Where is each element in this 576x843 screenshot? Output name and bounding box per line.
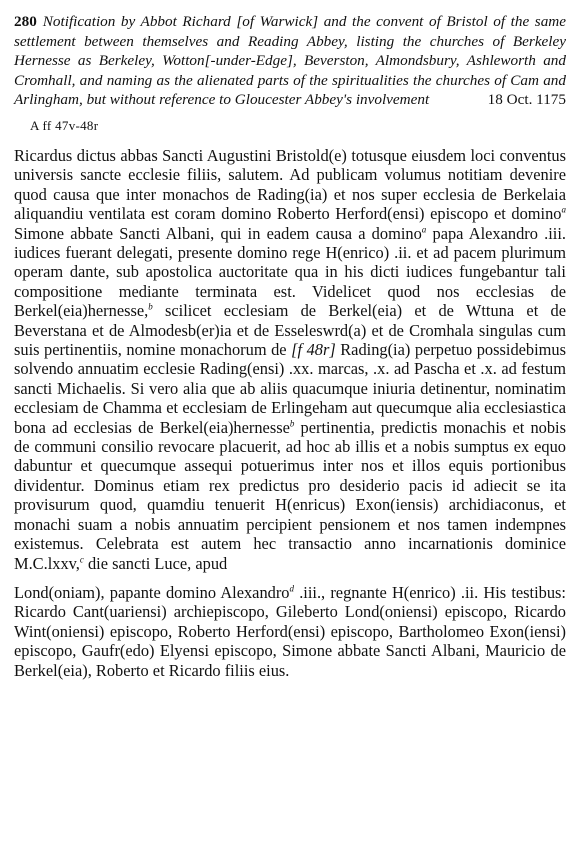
footnote-marker: a — [561, 204, 566, 215]
charter-text — [14, 146, 566, 680]
charter-paragraph-2: Lond(oniam), papante domino Alexandro$^d$ .iii., regnante H(enrico) .ii. His testibus: Ricardo Cant(uariensi) archiepiscopo, Gileberto Lond(oniensi) episcopo, Ricardo Wint(oniensi) episcopo, Roberto Herford(ensi) episcopo, Bartholomeo Exon(iensi) episcopo, Gaufr(edo) Elyensi episcopo, Simone abbate Sancti Albani, Mauricio de Berkel(eia), Roberto et Ricardo filiis eius. — [14, 582, 566, 680]
footnote-marker: a — [421, 224, 427, 235]
footnote-marker: b — [289, 418, 295, 429]
entry-heading — [14, 12, 566, 110]
document-page — [14, 12, 566, 680]
footnote-marker: c — [79, 554, 84, 565]
page-gap — [14, 573, 566, 583]
manuscript-reference: A ff 47v-48r — [30, 117, 99, 133]
charter-paragraph-1: Ricardus dictus abbas Sancti Augustini Bristold(e) totusque eiusdem loci conventus universis sancte ecclesie filiis, salutem. Ad publicam volumus notitiam devenire quod causa que inter monachos de Rading(ia) et nos super ecclesia de Berkelaia aliquandiu ventilata est coram domino Roberto Herford(ensi) episcopo et domino$^a$ Simone abbate Sancti Albani, qui in eadem causa a domino$^a$ papa Alexandro .iii. iudices fuerant delegati, presente domino rege H(enrico) .ii. et ad pacem plurimum operam dante, sub apostolica auctoritate qua in his dicti iudices fungebantur tali compositione mediante terminata est. Videlicet quod nos ecclesias de Berkel(eia)hernesse,$^b$ scilicet ecclesiam de Berkel(eia) et de Wttuna et de Beverstana et de Almodesb(er)ia et de Esseleswrd(a) et de Cromhala singulas cum suis pertinentiis, nomine monachorum de [f 48r] Rading(ia) perpetuo possidebimus solvendo annuatim ecclesie Rading(ensi) .xx. marcas, .x. ad Pascha et .x. ad festum sancti Michaelis. Si vero alia que ab aliis quacumque iniuria detinentur, nominatim ecclesiam de Chamma et ecclesiam de Erlingeham aut quecumque alia ecclesiastica bona ad ecclesias de Berkel(eia)hernesse$^b$ pertinentia, predictis monachis et nobis de communi consilio revocare placuerit, ad hoc ab illis et a nobis sumptus ex equo dabuntur et quecumque assequi potuerimus inter nos et illos equis portionibus dividentur. Dominus etiam rex predictus pro desiderio pacis id adiecit se ita provisurum quod, quamdiu tenuerit H(enricus) Exon(iensis) archidiaconus, et monachi suam a nobis annuatim percipient pensionem et nos tamen indempnes existemus. Celebrata est autem hec transactio anno incarnationis dominice M.C.lxxv,$^c$ die sancti Luce, apud — [14, 145, 566, 573]
folio-marker: [f 48r] — [291, 340, 336, 360]
entry-number: 280 — [14, 13, 37, 30]
entry-title: Notification by Abbot Richard [of Warwick] and the convent of Bristol of the same settlement between themselves and Reading Abbey, listing the churches of Berkeley Hernesse as Berkeley, Wotton[-under-Edge], Beverston, Almondsbury, Ashleworth and Cromhall, and naming as the alienated parts of the spiritualities the churches of Cam and Arlingham, but without reference to Gloucester Abbey's involvement — [14, 13, 566, 109]
footnote-marker: d — [289, 583, 294, 594]
entry-date: 18 Oct. 1175 — [487, 91, 566, 109]
footnote-marker: b — [148, 301, 153, 312]
